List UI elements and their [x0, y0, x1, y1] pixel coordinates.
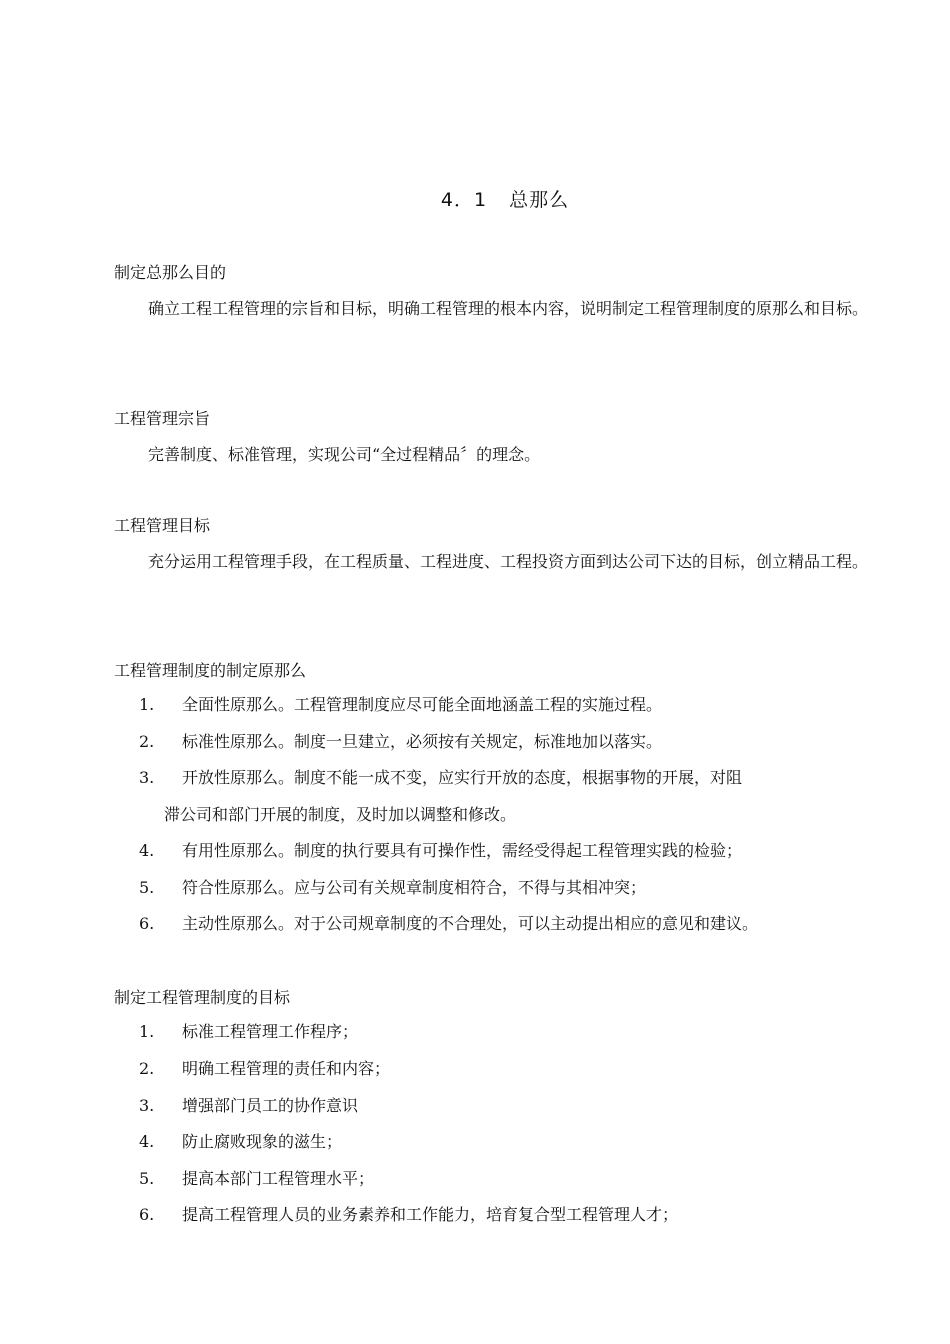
title-text: 总那么: [509, 189, 570, 211]
list-item: [139, 877, 646, 899]
list-item-number: 6.: [139, 914, 155, 933]
list-item-number: 3.: [139, 1096, 155, 1115]
list-item-text: 开放性原那么。制度不能一成不变，应实行开放的态度，根据事物的开展，对阻: [182, 768, 743, 787]
list-item: [139, 1204, 678, 1226]
title-number: 4．1: [440, 189, 488, 211]
section-heading: 工程管理目标: [114, 516, 211, 535]
list-item: [139, 840, 742, 862]
section-paragraph: 确立工程工程管理的宗旨和目标，明确工程管理的根本内容，说明制定工程管理制度的原那么和目标。: [148, 299, 869, 318]
list-item-text: 全面性原那么。工程管理制度应尽可能全面地涵盖工程的实施过程。: [182, 695, 663, 714]
list-item: [139, 731, 662, 753]
section-paragraph: 完善制度、标准管理，实现公司“全过程精品〞的理念。: [148, 445, 541, 464]
list-item-number: 1.: [139, 695, 155, 714]
list-item-number: 2.: [139, 1059, 155, 1078]
list-item-number: 3.: [139, 768, 155, 787]
list-item: [139, 694, 662, 716]
list-item-number: 1.: [139, 1022, 155, 1041]
list-item-number: 2.: [139, 732, 155, 751]
list-item-number: 5.: [139, 878, 155, 897]
list-item: [139, 767, 742, 789]
list-item-text: 提高工程管理人员的业务素养和工作能力，培育复合型工程管理人才；: [182, 1205, 679, 1224]
list-item: [139, 1168, 374, 1190]
section-paragraph: 充分运用工程管理手段，在工程质量、工程进度、工程投资方面到达公司下达的目标，创立精品工程。: [148, 552, 869, 571]
list-item-text: 有用性原那么。制度的执行要具有可操作性，需经受得起工程管理实践的检验；: [182, 841, 743, 860]
section-heading: 制定总那么目的: [114, 263, 227, 282]
section-heading: 工程管理宗旨: [114, 409, 211, 428]
list-item-text: 提高本部门工程管理水平；: [182, 1169, 375, 1188]
list-item: [139, 913, 758, 935]
list-item-number: 4.: [139, 1132, 155, 1151]
list-item-text: 明确工程管理的责任和内容；: [182, 1059, 391, 1078]
list-item-text: 标准性原那么。制度一旦建立，必须按有关规定，标准地加以落实。: [182, 732, 663, 751]
list-item-continuation: 滞公司和部门开展的制度，及时加以调整和修改。: [164, 805, 517, 824]
list-item: [139, 1095, 358, 1117]
list-item-number: 6.: [139, 1205, 155, 1224]
page-title: [0, 185, 950, 212]
list-item-number: 4.: [139, 841, 155, 860]
list-item-text: 增强部门员工的协作意识: [182, 1096, 359, 1115]
section-heading: 制定工程管理制度的目标: [114, 988, 291, 1007]
list-item-text: 防止腐败现象的滋生；: [182, 1132, 343, 1151]
list-item-text: 符合性原那么。应与公司有关规章制度相符合，不得与其相冲突；: [182, 878, 647, 897]
section-heading: 工程管理制度的制定原那么: [114, 661, 307, 680]
list-item: [139, 1131, 342, 1153]
list-item-number: 5.: [139, 1169, 155, 1188]
list-item-text: 主动性原那么。对于公司规章制度的不合理处，可以主动提出相应的意见和建议。: [182, 914, 759, 933]
list-item: [139, 1021, 358, 1043]
list-item-text: 标准工程管理工作程序；: [182, 1022, 359, 1041]
list-item: [139, 1058, 390, 1080]
